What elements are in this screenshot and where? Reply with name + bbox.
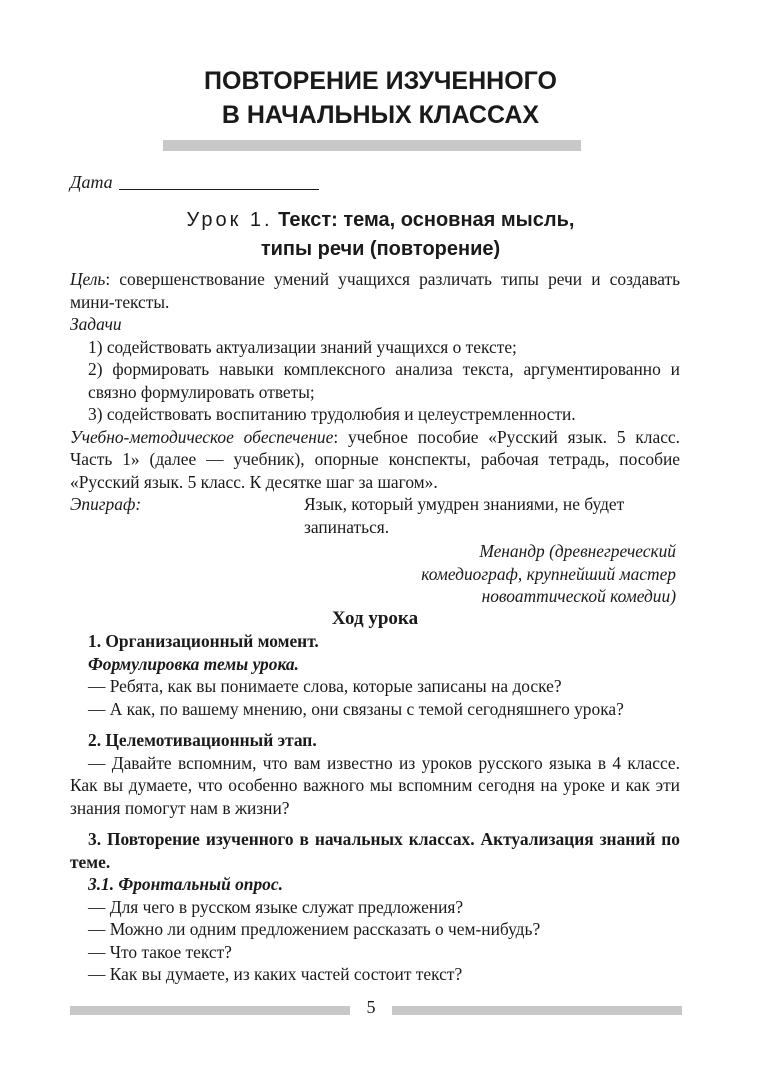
dialog-line: — Для чего в русском языке служат предложения? [88,896,464,917]
task-item: 3) содействовать воспитанию трудолюбия и целеустремленности. [88,404,576,424]
goal-text: : совершенствование умений учащихся различать типы речи и создавать мини-тексты. [70,269,680,312]
lesson-title-line: типы речи (повторение) [260,238,501,260]
lesson-title [0,206,761,264]
date-row [70,172,319,193]
footer-bar-right [392,1006,682,1015]
title-divider-bar [163,140,581,151]
dialog-line: — Что такое текст? [88,941,232,962]
step-title: 1. Организационный момент. [88,631,319,651]
goal-paragraph [70,268,680,313]
page-number: 5 [366,997,376,1017]
date-label: Дата [70,172,113,192]
support-label: Учебно-методическое обеспечение [70,426,334,447]
task-item: 1) содействовать актуализации знаний учащихся о тексте; [88,336,517,357]
step-paragraph: — Давайте вспомним, что вам известно из уроков русского языка в 4 классе. Как вы думаете, что особенно важного мы вспомним сегодня на уроке и как эти знания помогут нам в жизни? [70,752,680,818]
epigraph-author-line: Менандр (древнегреческий [479,541,676,561]
epigraph-author [70,540,680,608]
epigraph-label: Эпиграф: [70,494,142,514]
task-item: 2) формировать навыки комплексного анализа текста, аргументированно и связно формулировать ответы; [88,359,680,402]
epigraph-author-line: новоаттической комедии) [481,586,676,606]
chapter-title-line: В НАЧАЛЬНЫХ КЛАССАХ [221,101,540,129]
lesson-title-line: Текст: тема, основная мысль, [278,209,575,231]
dialog-line: — Как вы думаете, из каких частей состоит текст? [88,964,463,984]
chapter-title [0,64,761,132]
epigraph-text: Язык, который умудрен знаниями, не будет запинаться. [304,494,625,537]
footer-bar-left [70,1006,350,1015]
dialog-line: — А как, по вашему мнению, они связаны с темой сегодняшнего урока? [88,698,624,719]
step-title: 3. Повторение изученного в начальных классах. Актуализация знаний по теме. [70,829,680,872]
support-paragraph [70,426,680,494]
dialog-line: — Ребята, как вы понимаете слова, которые записаны на доске? [88,676,562,696]
step-title: 2. Целемотивационный этап. [88,730,317,750]
date-blank-line [119,173,319,190]
support-text: : учебное пособие «Русский язык. 5 класс. Часть 1» (далее — учебник), опорные конспекты, рабочая тетрадь, пособие «Русский язык. 5 класс. К десятке шаг за шагом». [70,426,680,492]
epigraph-author-line: комедиограф, крупнейший мастер [421,563,676,584]
dialog-line: — Можно ли одним предложением рассказать о чем-нибудь? [88,919,541,939]
lesson-number: Урок 1. [186,209,273,231]
step-subtitle: 3.1. Фронтальный опрос. [88,874,283,894]
section-heading: Ход урока [331,607,419,629]
epigraph [70,493,680,538]
lesson-body [70,268,680,986]
chapter-title-line: ПОВТОРЕНИЕ ИЗУЧЕННОГО [204,67,557,95]
goal-label: Цель [70,269,106,289]
step-subtitle: Формулировка темы урока. [88,653,299,674]
tasks-label: Задачи [70,314,122,334]
